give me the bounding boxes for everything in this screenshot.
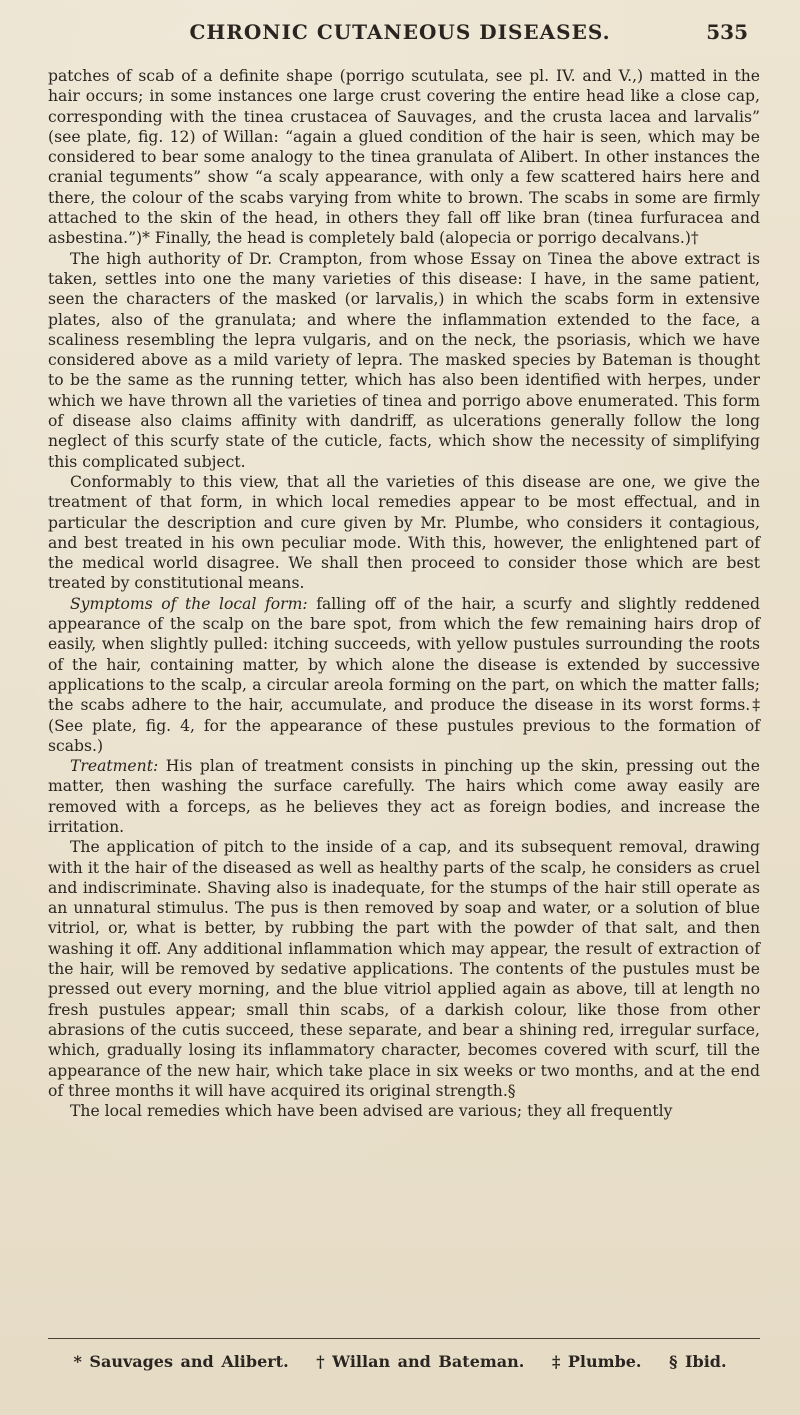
paragraph — [48, 756, 760, 837]
page-title: CHRONIC CUTANEOUS DISEASES. — [189, 20, 611, 44]
footnote: § Ibid. — [669, 1352, 727, 1371]
footnote: * Sauvages and Alibert. — [73, 1352, 289, 1371]
paragraph-text: The high authority of Dr. Crampton, from whose Essay on Tinea the above extract is taken, settles into one the many varieties of this disease: I have, in the same patient, seen the characters of the masked (or larvalis,) in which the scabs form in extensive plates, also of the granulata; and where the inflammation extended to the face, a scaliness resembling the lepra vulgaris, and on the neck, the psoriasis, which we have considered above as a mild variety of lepra. The masked species by Bateman is thought to be the same as the running tetter, which has also been identified with herpes, under which we have thrown all the varieties of tinea and porrigo above enumerated. This form of disease also claims affinity with dandriff, as ulcerations generally follow the long neglect of this scurfy state of the cuticle, facts, which show the necessity of simplifying this complicated subject. — [48, 249, 760, 471]
paragraph — [48, 249, 760, 472]
paragraph-text: patches of scab of a definite shape (porrigo scutulata, see pl. IV. and V.,) matted in the hair occurs; in some instances one large crust covering the entire head like a close cap, corresponding with the tinea crustacea of Sauvages, and the crusta lacea and larvalis” (see plate, fig. 12) of Willan: “again a glued condition of the hair is seen, which may be considered to bear some analogy to the tinea granulata of Alibert. In other instances the cranial teguments” show “a scaly appearance, with only a few scattered hairs here and there, the colour of the scabs varying from white to brown. The scabs in some are firmly attached to the skin of the head, in others they fall off like bran (tinea furfuracea and asbestina.”)* Finally, the head is completely bald (alopecia or porrigo decalvans.)† — [48, 67, 760, 248]
paragraph-text: Conformably to this view, that all the varieties of this disease are one, we give the treatment of that form, in which local remedies appear to be most effectual, and in particular the description and cure given by Mr. Plumbe, who considers it contagious, and best treated in his own peculiar mode. With this, however, the enlightened part of the medical world disagree. We shall then proceed to consider those which are best treated by constitutional means. — [48, 472, 760, 593]
footnote: ‡ Plumbe. — [551, 1352, 642, 1371]
paragraph — [48, 1101, 760, 1121]
paragraph — [48, 837, 760, 1101]
paragraph-text: falling off of the hair, a scurfy and slightly reddened appearance of the scalp on the bare spot, from which the few remaining hairs drop of easily, when slightly pulled: itching succeeds, with yellow pustules surrounding the roots of the hair, containing matter, by which alone the disease is extended by successive applications to the scalp, a circular areola forming on the part, on which the matter falls; the scabs adhere to the hair, accumulate, and produce the disease in its worst forms.‡ (See plate, fig. 4, for the appearance of these pustules previous to the formation of scabs.) — [48, 594, 760, 755]
paragraph-text: The application of pitch to the inside of a cap, and its subsequent removal, drawing with it the hair of the diseased as well as healthy parts of the scalp, he considers as cruel and indiscriminate. Shaving also is inadequate, for the stumps of the hair still operate as an unnatural stimulus. The pus is then removed by soap and water, or a solution of blue vitriol, or, what is better, by rubbing the part with the powder of that salt, and then washing it off. Any additional inflammation which may appear, the result of extraction of the hair, will be removed by sedative applications. The contents of the pustules must be pressed out every morning, and the blue vitriol applied again as above, till at length no fresh pustules appear; small thin scabs, of a darkish colour, like those from other abrasions of the cutis succeed, these separate, and bear a shining red, irregular surface, which, gradually losing its inflammatory character, becomes covered with scurf, till the appearance of the new hair, which take place in six weeks or two months, and at the end of three months it will have acquired its original strength.§ — [48, 838, 760, 1100]
footnote-rule — [48, 1338, 760, 1339]
paragraph — [48, 594, 760, 756]
paragraph-text: The local remedies which have been advised are various; they all frequently — [70, 1102, 673, 1121]
paragraph — [48, 66, 760, 249]
running-head — [0, 12, 800, 52]
paragraph — [48, 472, 760, 594]
footnote: † Willan and Bateman. — [316, 1352, 525, 1371]
page-number: 535 — [706, 20, 748, 44]
paragraph-lead: Treatment: — [70, 757, 159, 776]
body-text — [48, 66, 760, 1121]
footnotes — [0, 1352, 800, 1371]
paragraph-lead: Symptoms of the local form: — [70, 594, 308, 613]
paragraph-text: His plan of treatment consists in pinching up the skin, pressing out the matter, then washing the surface carefully. The hairs which come away easily are removed with a forceps, as he believes they act as foreign bodies, and increase the irritation. — [48, 757, 760, 836]
